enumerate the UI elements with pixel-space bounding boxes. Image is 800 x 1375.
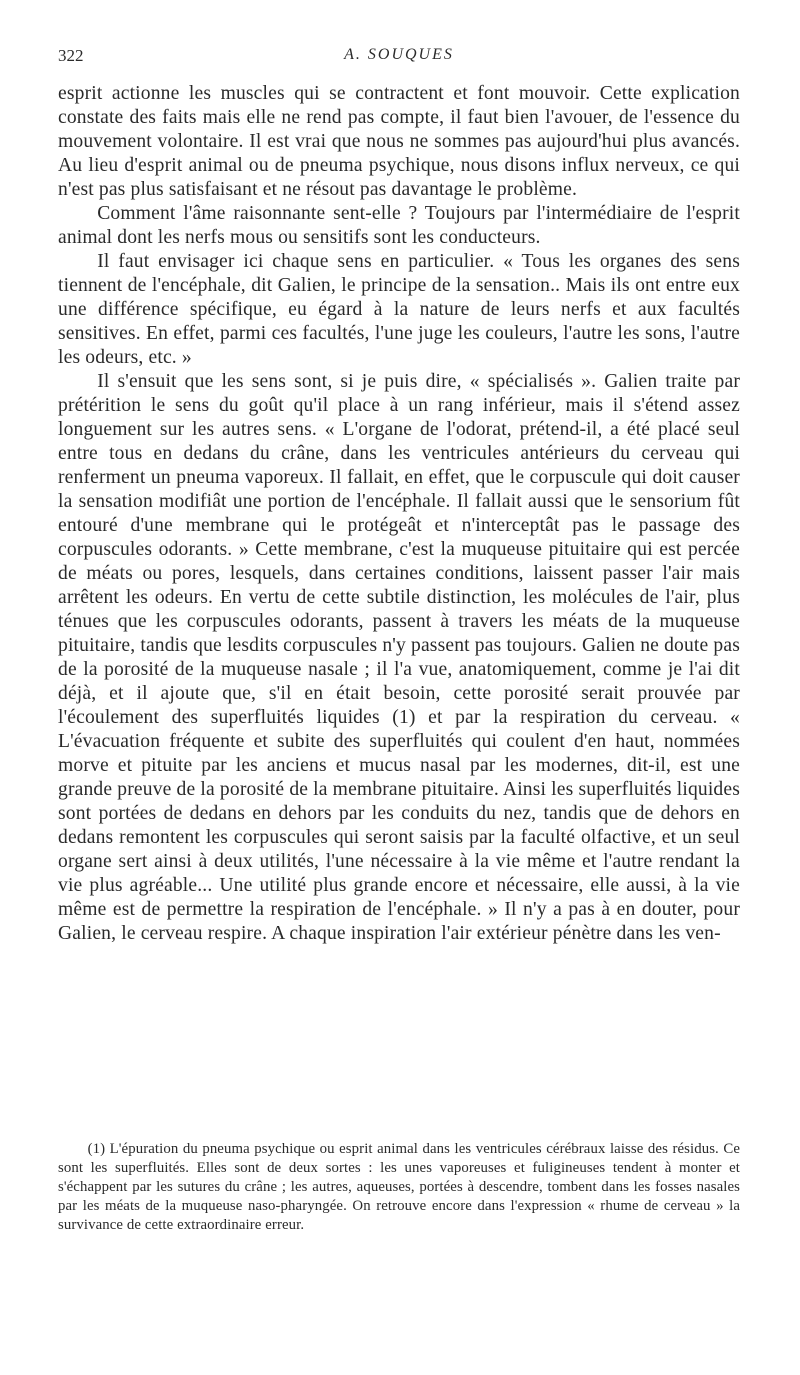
page-number: 322 <box>58 46 84 65</box>
running-head: A. SOUQUES <box>344 46 454 63</box>
body-text <box>58 82 740 946</box>
paragraph: esprit actionne les muscles qui se contractent et font mouvoir. Cette explication constate des faits mais elle ne rend pas compte, il faut bien l'avouer, de l'essence du mouvement volontaire. Il est vrai que nous ne sommes pas aujourd'hui plus avancés. Au lieu d'esprit animal ou de pneuma psychique, nous disons influx nerveux, ce qui n'est pas plus satisfaisant et ne résout pas davantage le problème. <box>58 83 740 200</box>
footnotes <box>58 1140 740 1235</box>
paragraph: Il faut envisager ici chaque sens en particulier. « Tous les organes des sens tiennent de l'encéphale, dit Galien, le principe de la sensation.. Mais ils ont entre eux une différence spécifique, eu égard à la nature de leurs nerfs et aux facultés sensitives. En effet, parmi ces facultés, l'une juge les couleurs, l'autre les sons, l'autre les odeurs, etc. » <box>58 251 740 368</box>
paragraph: Comment l'âme raisonnante sent-elle ? Toujours par l'intermédiaire de l'esprit animal dont les nerfs mous ou sensitifs sont les conducteurs. <box>58 203 740 248</box>
footnote: (1) L'épuration du pneuma psychique ou esprit animal dans les ventricules cérébraux laisse des résidus. Ce sont les superfluités. Elles sont de deux sortes : les unes vaporeuses et fuligineuses tendent à monter et s'échappent par les sutures du crâne ; les autres, aqueuses, portées à descendre, tombent dans les fosses nasales par les méats de la muqueuse naso-pharyngée. On retrouve encore dans l'expression « rhume de cerveau » la survivance de cette extraordinaire erreur. <box>58 1141 740 1233</box>
page-header <box>58 46 740 70</box>
paragraph: Il s'ensuit que les sens sont, si je puis dire, « spécialisés ». Galien traite par prétérition le sens du goût qu'il place à un rang inférieur, mais il s'étend assez longuement sur les autres sens. « L'organe de l'odorat, prétend-il, a été placé seul entre tous en dedans du crâne, dans les ventricules antérieurs du cerveau qui renferment un pneuma vaporeux. Il fallait, en effet, que le corpuscule qui doit causer la sensation modifiât une portion de l'encéphale. Il fallait aussi que le sensorium fût entouré d'une membrane qui le protégeât et n'interceptât pas le passage des corpuscules odorants. » Cette membrane, c'est la muqueuse pituitaire qui est percée de méats ou pores, lesquels, dans certaines conditions, laissent passer l'air mais arrêtent les odeurs. En vertu de cette subtile distinction, les molécules de l'air, plus ténues que les corpuscules odorants, passent à travers les méats de la muqueuse pituitaire, tandis que lesdits corpuscules n'y passent pas toujours. Galien ne doute pas de la porosité de la muqueuse nasale ; il l'a vue, anatomiquement, comme je l'ai dit déjà, et il ajoute que, s'il en était besoin, cette porosité serait prouvée par l'écoulement des superfluités liquides (1) et par la respiration du cerveau. « L'évacuation fréquente et subite des superfluités qui coulent d'en haut, nommées morve et pituite par les anciens et mucus nasal par les modernes, dit-il, est une grande preuve de la porosité de la membrane pituitaire. Ainsi les superfluités liquides sont portées de dedans en dehors par les conduits du nez, tandis que de dehors en dedans remontent les corpuscules qui seront saisis par la faculté olfactive, et un seul organe sert ainsi à deux utilités, l'une nécessaire à la vie même et l'autre rendant la vie plus agréable... Une utilité plus grande encore et nécessaire, elle aussi, à la vie même est de permettre la respiration de l'encéphale. » Il n'y a pas à en douter, pour Galien, le cerveau respire. A chaque inspiration l'air extérieur pénètre dans les ven- <box>58 371 740 944</box>
